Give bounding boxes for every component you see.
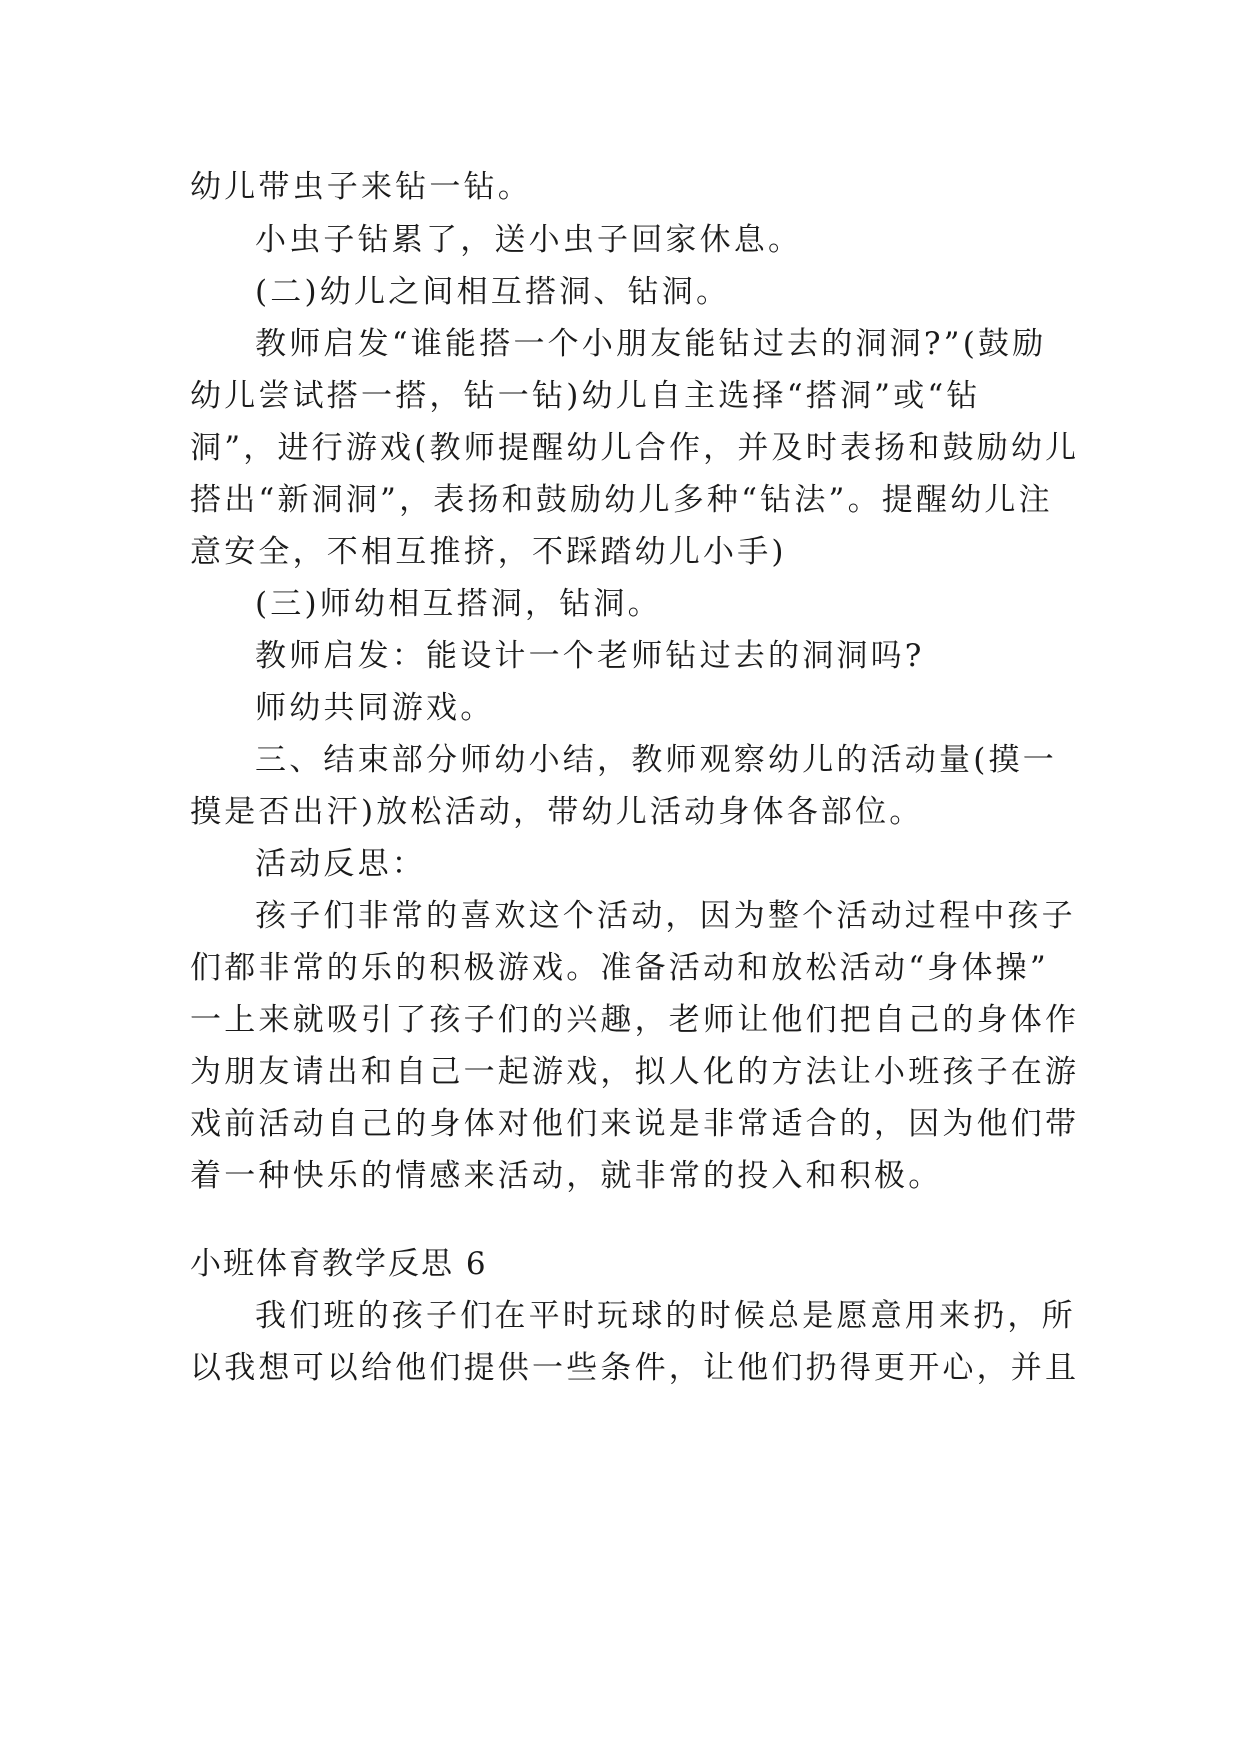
- text-line: 幼儿带虫子来钻一钻。: [190, 169, 532, 205]
- text-line: 幼儿尝试搭一搭，钻一钻)幼儿自主选择“搭洞”或“钻: [190, 378, 981, 414]
- text-line: 三、结束部分师幼小结，教师观察幼儿的活动量(摸一: [255, 742, 1057, 778]
- text-line: 为朋友请出和自己一起游戏，拟人化的方法让小班孩子在游: [190, 1054, 1080, 1090]
- text-line: (二)幼儿之间相互搭洞、钻洞。: [255, 274, 731, 310]
- text-line: 孩子们非常的喜欢这个活动，因为整个活动过程中孩子: [255, 898, 1076, 934]
- text-line: 戏前活动自己的身体对他们来说是非常适合的，因为他们带: [190, 1106, 1080, 1142]
- text-line: (三)师幼相互搭洞，钻洞。: [255, 586, 662, 622]
- text-line: 教师启发：能设计一个老师钻过去的洞洞吗?: [255, 638, 925, 674]
- text-line: 着一种快乐的情感来活动，就非常的投入和积极。: [190, 1158, 943, 1194]
- text-line: 师幼共同游戏。: [255, 690, 495, 726]
- text-line: 摸是否出汗)放松活动，带幼儿活动身体各部位。: [190, 794, 924, 830]
- section-heading: 小班体育教学反思 6: [190, 1246, 488, 1282]
- text-line: 们都非常的乐的积极游戏。准备活动和放松活动“身体操”: [190, 950, 1049, 986]
- text-line: 教师启发“谁能搭一个小朋友能钻过去的洞洞?”(鼓励: [255, 326, 1047, 362]
- text-line: 我们班的孩子们在平时玩球的时候总是愿意用来扔，所: [255, 1298, 1076, 1334]
- text-line: 意安全，不相互推挤，不踩踏幼儿小手): [190, 534, 787, 570]
- text-line: 洞”，进行游戏(教师提醒幼儿合作，并及时表扬和鼓励幼儿: [190, 430, 1080, 466]
- text-line: 搭出“新洞洞”，表扬和鼓励幼儿多种“钻法”。提醒幼儿注: [190, 482, 1053, 518]
- text-line: 一上来就吸引了孩子们的兴趣，老师让他们把自己的身体作: [190, 1002, 1080, 1038]
- text-line: 小虫子钻累了，送小虫子回家休息。: [255, 222, 803, 258]
- text-line: 以我想可以给他们提供一些条件，让他们扔得更开心，并且: [190, 1350, 1080, 1386]
- text-line: 活动反思：: [255, 846, 426, 882]
